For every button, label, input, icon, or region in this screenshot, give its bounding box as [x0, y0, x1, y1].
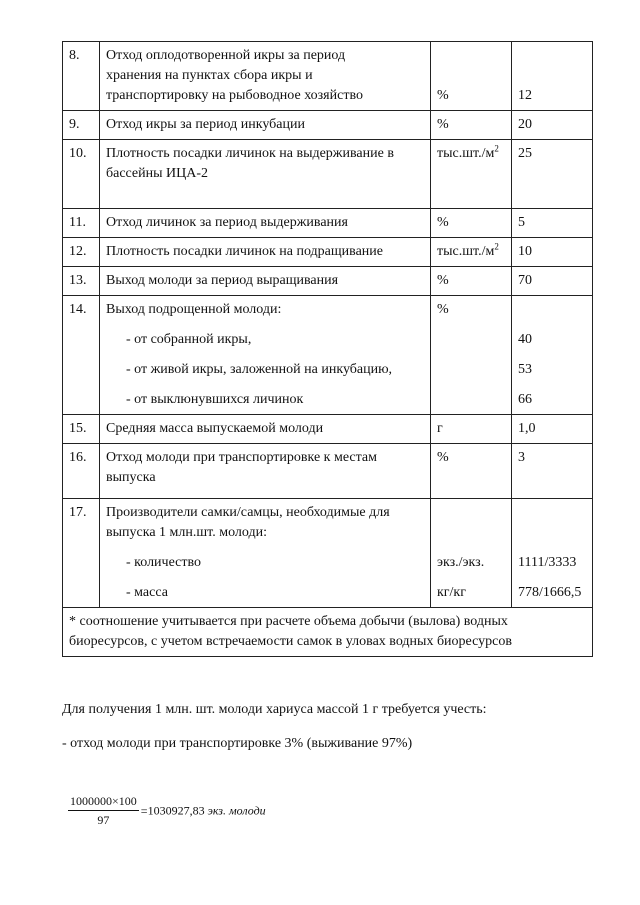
row-name: Выход молоди за период выращивания: [100, 267, 431, 296]
subitem-unit: кг/кг: [437, 585, 466, 600]
row-unit: %: [431, 209, 512, 238]
table-row: [63, 111, 593, 140]
row-name: [100, 296, 431, 415]
row-name: Средняя масса выпускаемой молоди: [100, 415, 431, 444]
row-value: 20: [512, 111, 593, 140]
note-line: * соотношение учитывается при расчете объема добычи (вылова) водных: [69, 614, 508, 629]
formula-result: 1030927,83: [147, 803, 205, 818]
row-value: 3: [512, 444, 593, 499]
formula-equals: =: [140, 803, 148, 818]
row-number: 16.: [63, 444, 100, 499]
row-name-line: выпуска 1 млн.шт. молоди:: [106, 525, 267, 540]
paragraph: Для получения 1 млн. шт. молоди хариуса массой 1 г требуется учесть:: [62, 702, 487, 717]
row-unit: г: [431, 415, 512, 444]
row-value: 12: [512, 42, 593, 111]
row-value: 10: [512, 238, 593, 267]
row-number: 14.: [63, 296, 100, 415]
paragraph: - отход молоди при транспортировке 3% (выживание 97%): [62, 736, 413, 751]
row-number: 10.: [63, 140, 100, 209]
table-note: [63, 608, 593, 657]
subitem-value: 40: [518, 332, 532, 347]
subitem-value: 778/1666,5: [518, 585, 582, 600]
subitem-label: - масса: [126, 585, 168, 600]
subitem-label: - от живой икры, заложенной на инкубацию,: [126, 362, 393, 377]
row-name: [100, 42, 431, 111]
parameters-table: [62, 41, 593, 657]
row-unit: %: [431, 111, 512, 140]
row-number: 8.: [63, 42, 100, 111]
row-unit: %: [431, 267, 512, 296]
row-name-line: Отход молоди при транспортировке к местам: [106, 450, 377, 465]
subitem-value: 66: [518, 392, 532, 407]
row-number: 9.: [63, 111, 100, 140]
row-value: 1,0: [512, 415, 593, 444]
subitem-label: - количество: [126, 555, 201, 570]
row-unit: $тыс.шт./м^2$: [431, 238, 512, 267]
row-unit: %: [431, 444, 512, 499]
subitem-value: 1111/3333: [518, 555, 577, 570]
table-row: [63, 209, 593, 238]
row-value: 70: [512, 267, 593, 296]
fraction-numerator: 1000000×100: [68, 794, 139, 811]
table-row: [63, 267, 593, 296]
row-name-line: Выход подрощенной молоди:: [106, 302, 282, 317]
row-number: 17.: [63, 499, 100, 608]
row-number: 12.: [63, 238, 100, 267]
table-row: [63, 499, 593, 608]
row-name: Отход икры за период инкубации: [100, 111, 431, 140]
fraction: [68, 794, 139, 828]
row-name-line: хранения на пунктах сбора икры и: [106, 68, 313, 83]
row-value: [512, 296, 593, 415]
row-number: 13.: [63, 267, 100, 296]
table-row: [63, 42, 593, 111]
note-line: биоресурсов, с учетом встречаемости самок в уловах водных биоресурсов: [69, 634, 512, 649]
row-number: 15.: [63, 415, 100, 444]
row-name-line: Производители самки/самцы, необходимые для: [106, 505, 390, 520]
table-row: [63, 296, 593, 415]
formula-unit: экз. молоди: [207, 803, 266, 818]
subitem-label: - от выклюнувшихся личинок: [126, 392, 304, 407]
table-row: [63, 444, 593, 499]
row-value: 25: [512, 140, 593, 209]
subitem-label: - от собранной икры,: [126, 332, 252, 347]
row-unit: %: [431, 296, 512, 415]
table-note-row: [63, 608, 593, 657]
table-row: [63, 415, 593, 444]
table-row: [63, 238, 593, 267]
row-name-line: транспортировку на рыбоводное хозяйство: [106, 88, 363, 103]
subitem-value: 53: [518, 362, 532, 377]
row-name: [100, 444, 431, 499]
row-name: [100, 140, 431, 209]
row-number: 11.: [63, 209, 100, 238]
row-name: Плотность посадки личинок на подращивание: [100, 238, 431, 267]
table-row: [63, 140, 593, 209]
fraction-denominator: 97: [97, 813, 110, 827]
row-unit: $тыс.шт./м^2$: [431, 140, 512, 209]
row-name: Отход личинок за период выдерживания: [100, 209, 431, 238]
row-value: 5: [512, 209, 593, 238]
row-name-line: выпуска: [106, 470, 156, 485]
row-name: [100, 499, 431, 608]
row-name-line: Отход оплодотворенной икры за период: [106, 48, 346, 63]
formula: [68, 794, 266, 828]
row-name-line: бассейны ИЦА-2: [106, 166, 209, 181]
subitem-unit: экз./экз.: [437, 555, 485, 570]
row-unit: %: [431, 42, 512, 111]
row-value: [512, 499, 593, 608]
row-name-line: Плотность посадки личинок на выдерживание в: [106, 146, 394, 161]
row-unit: [431, 499, 512, 608]
